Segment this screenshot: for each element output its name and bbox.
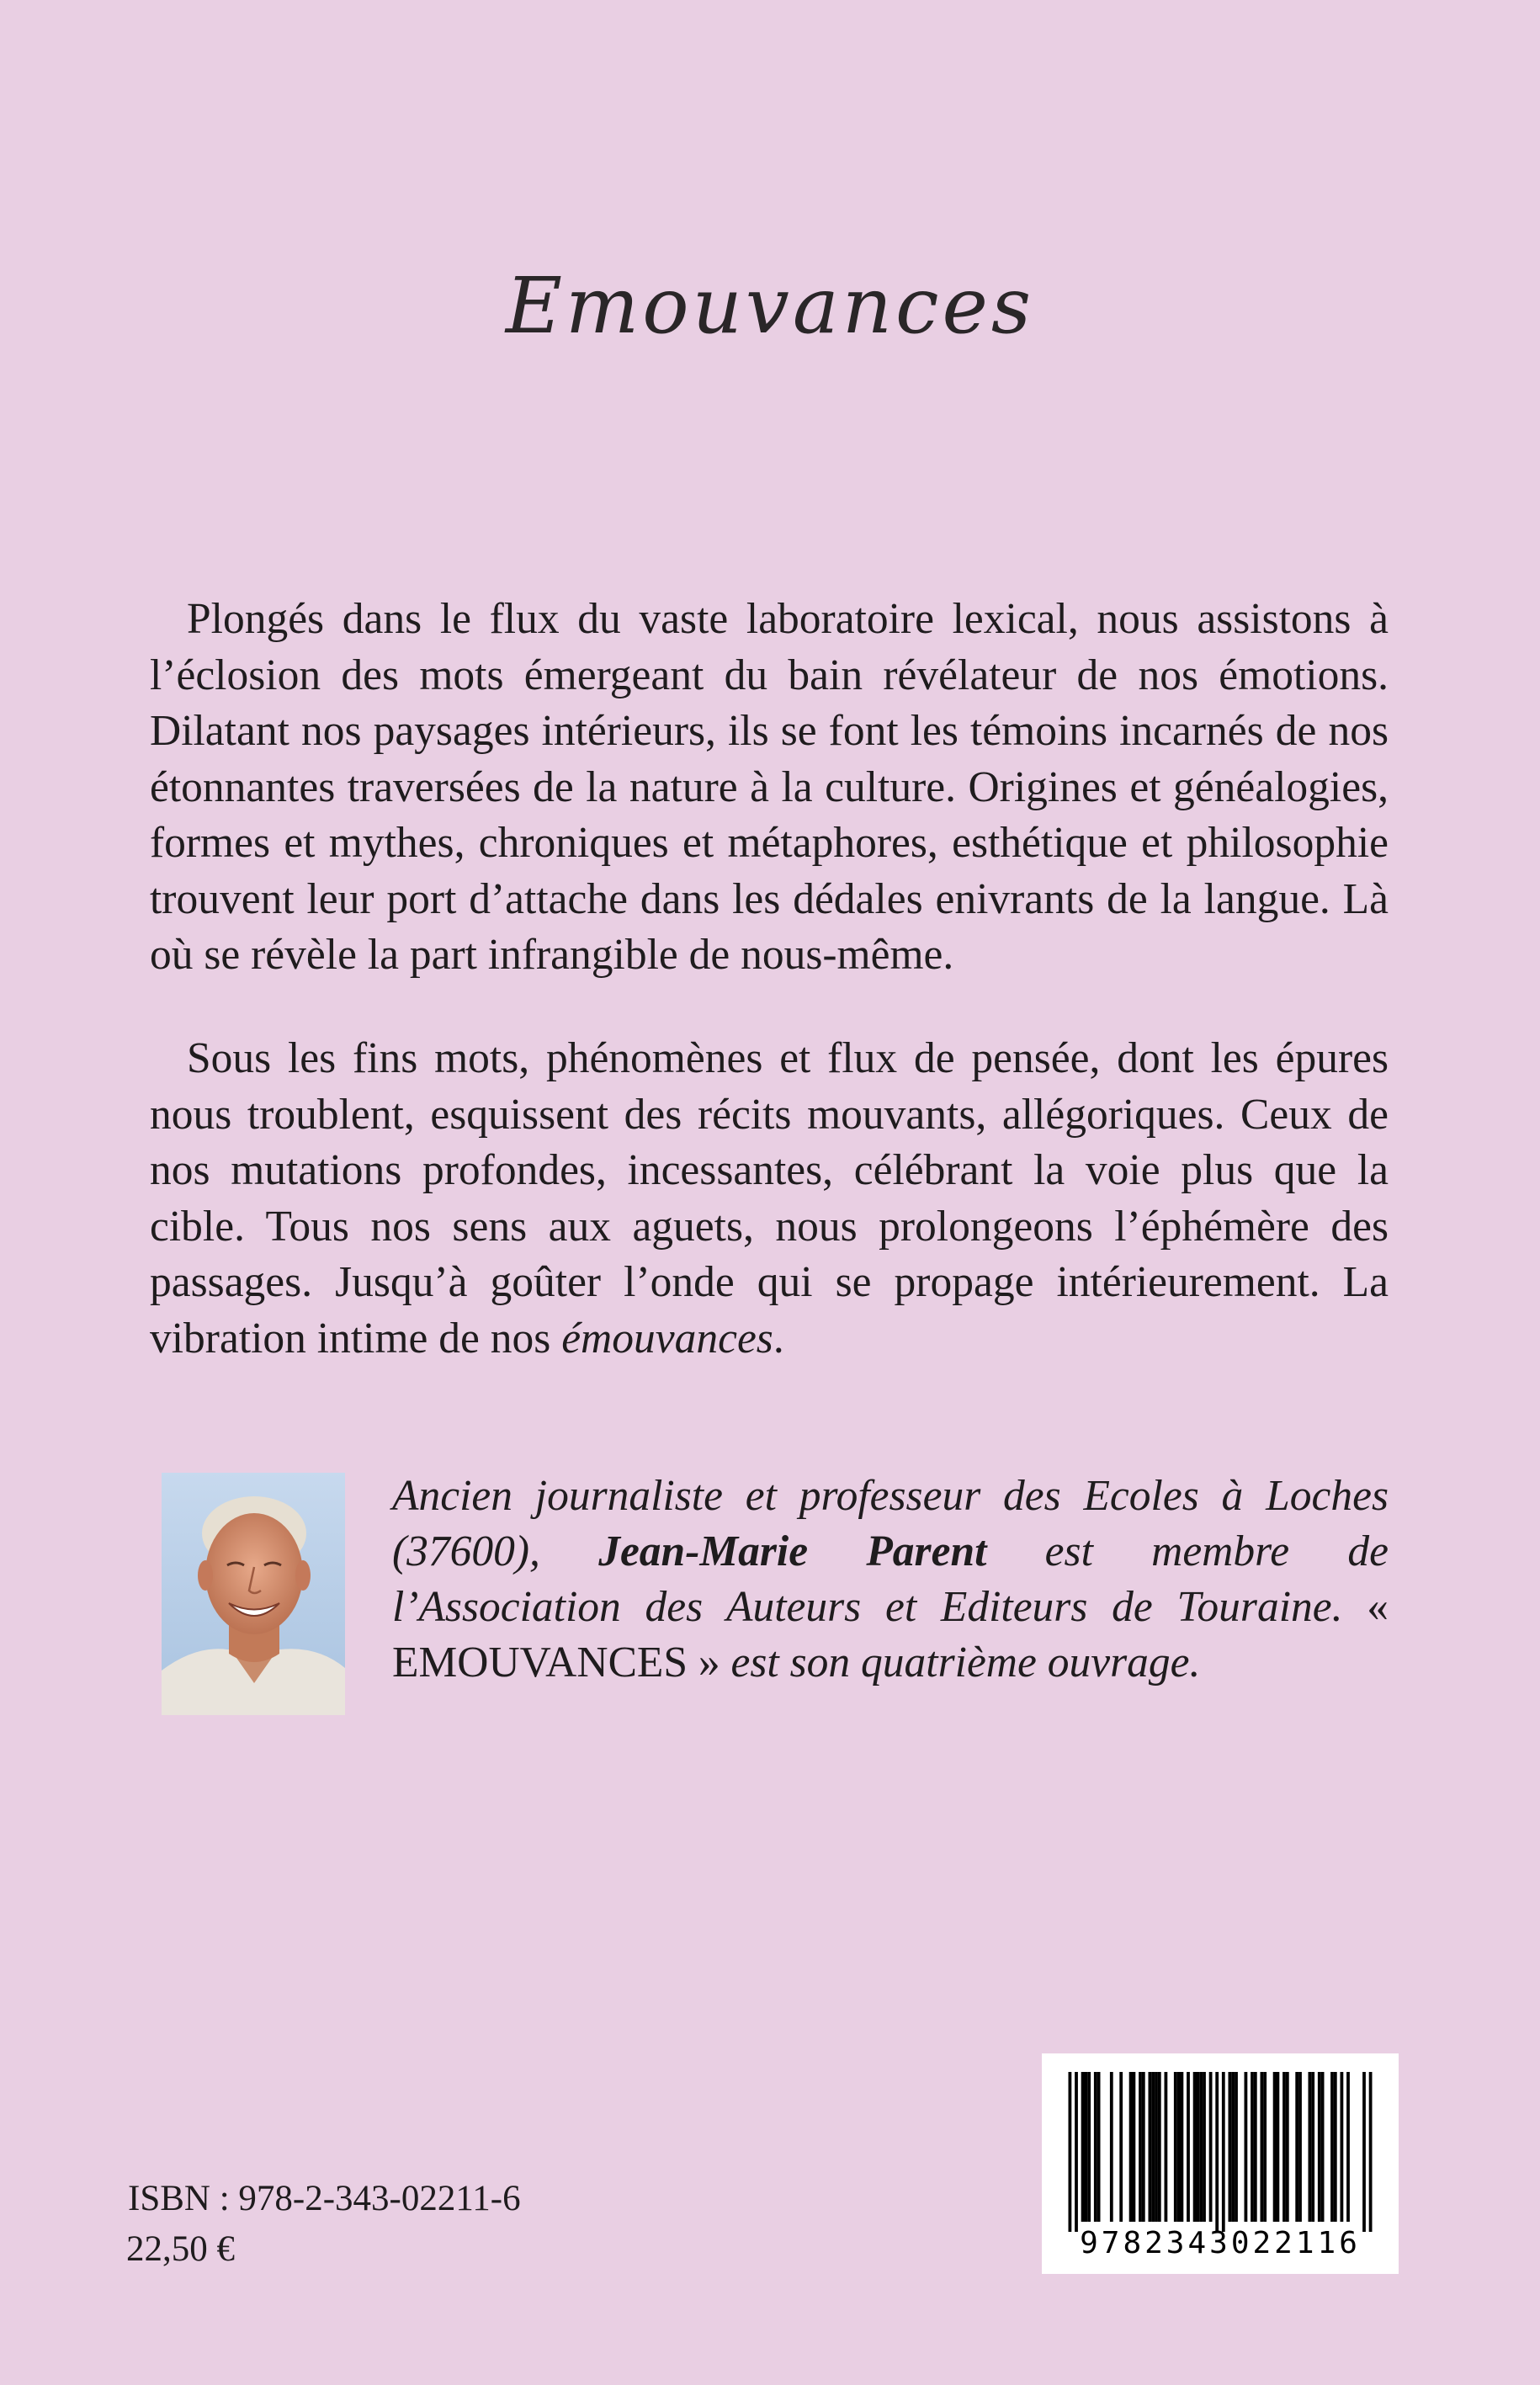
barcode-bar (1087, 2072, 1091, 2222)
barcode-bar (1197, 2072, 1200, 2222)
barcode-bar (1203, 2072, 1206, 2222)
barcode-bar (1174, 2072, 1177, 2222)
blurb-paragraph-2-end: . (773, 1314, 784, 1362)
blurb-paragraph-2-text: Sous les fins mots, phénomènes et flux de pensée, dont les épures nous troublent, esquissent des récits mouvants, allégoriques. Ceux de nos mutations profondes, incessantes, célébrant la voie plus que la cible. Tous nos sens aux aguets, nous prolongeons l’éphémère des passages. Jusqu’à goûter l’onde qui se propage intérieurement. La vibration intime de nos (150, 1034, 1389, 1362)
barcode-bar (1075, 2072, 1078, 2232)
barcode-bar (1251, 2072, 1254, 2222)
author-bio (392, 1469, 1389, 1691)
bio-part-3: est son quatrième ouvrage. (720, 1639, 1201, 1686)
barcode-bar (1286, 2072, 1289, 2222)
barcode-bar (1158, 2072, 1161, 2222)
barcode-bar (1177, 2072, 1181, 2222)
barcode-bar (1245, 2072, 1248, 2222)
barcode-bar (1187, 2072, 1190, 2222)
barcode-bar (1273, 2072, 1277, 2222)
barcode-bar (1215, 2072, 1219, 2232)
barcode-bar (1133, 2072, 1136, 2222)
barcode-bar (1231, 2072, 1235, 2222)
barcode-bar (1282, 2072, 1286, 2222)
barcode-bar (1181, 2072, 1184, 2222)
barcode-bar (1155, 2072, 1158, 2222)
bio-author-name: Jean-Marie Parent (598, 1527, 987, 1575)
barcode-bar (1235, 2072, 1238, 2222)
barcode-bar (1165, 2072, 1168, 2222)
barcode-bar (1263, 2072, 1267, 2222)
bio-part-2: est membre de l’Association des Auteurs et Editeurs de Touraine. (392, 1527, 1389, 1631)
barcode-bar (1129, 2072, 1133, 2222)
barcode-bar (1277, 2072, 1280, 2222)
bio-book-reference: « EMOUVANCES » (392, 1583, 1389, 1686)
barcode-bar (1318, 2072, 1321, 2222)
barcode-bar (1110, 2072, 1113, 2222)
barcode-bar (1069, 2072, 1072, 2232)
barcode-bar (1085, 2072, 1088, 2222)
author-photo (162, 1473, 345, 1715)
barcode-bar (1321, 2072, 1325, 2222)
barcode-number: 9782343022116 (1080, 2226, 1361, 2260)
barcode-bar (1119, 2072, 1123, 2222)
book-title: Emouvances (505, 261, 1035, 351)
barcode-bar (1346, 2072, 1350, 2222)
barcode-bar (1261, 2072, 1264, 2222)
isbn-number: ISBN : 978-2-343-02211-6 (128, 2179, 521, 2218)
barcode-bar (1341, 2072, 1344, 2222)
barcode-bar (1149, 2072, 1152, 2222)
barcode-bar (1369, 2072, 1373, 2232)
barcode-bar (1139, 2072, 1142, 2222)
barcode-bar (1295, 2072, 1298, 2222)
barcode-bar (1229, 2072, 1232, 2222)
barcode-bar (1362, 2072, 1366, 2232)
barcode-bar (1142, 2072, 1145, 2222)
bio-part-1: Ancien journaliste et professeur des Ecoles à Loches (37600), (392, 1472, 1389, 1575)
barcode-bar (1222, 2072, 1225, 2232)
author-portrait-illustration (162, 1473, 345, 1715)
barcode-bar (1081, 2072, 1085, 2222)
barcode-bar (1298, 2072, 1302, 2222)
barcode-bar (1097, 2072, 1101, 2222)
barcode-bar (1094, 2072, 1097, 2222)
barcode-bar (1330, 2072, 1334, 2222)
barcode-bar (1199, 2072, 1203, 2222)
blurb-paragraph-1: Plongés dans le flux du vaste laboratoire lexical, nous assistons à l’éclosion des mots émergeant du bain révélateur de nos émotions. Dilatant nos paysages intérieurs, ils se font les témoins incarnés de nos étonnantes traversées de la nature à la culture. Origines et généalogies, formes et mythes, chroniques et métaphores, esthétique et philosophie trouvent leur port d’attache dans les dédales enivrants de la langue. Là où se révèle la part infrangible de nous-même. (150, 595, 1389, 979)
barcode-bar (1209, 2072, 1213, 2222)
blurb-paragraph-2-italic: émouvances (561, 1314, 773, 1362)
barcode-bar (1311, 2072, 1314, 2222)
barcode-bar (1254, 2072, 1257, 2222)
barcode-bar (1151, 2072, 1155, 2222)
barcode-bar (1334, 2072, 1337, 2222)
barcode (1042, 2053, 1399, 2274)
blurb-paragraph-2 (150, 1031, 1389, 1367)
barcode-bar (1193, 2072, 1197, 2222)
barcode-bar (1309, 2072, 1312, 2222)
price: 22,50 € (126, 2229, 235, 2269)
